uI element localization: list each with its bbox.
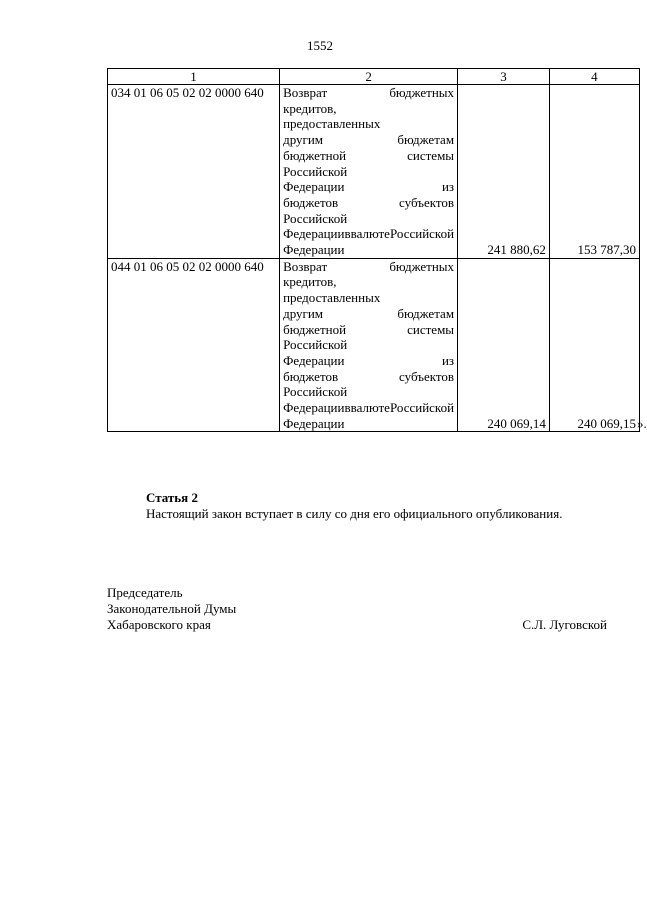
- amount-cell-col3: 240 069,14: [458, 258, 550, 432]
- table-header-row: [108, 69, 640, 85]
- description-line: предоставленных: [283, 290, 381, 306]
- description-line: другим бюджетам: [283, 132, 455, 148]
- budget-code-cell: 044 01 06 05 02 02 0000 640: [108, 258, 280, 432]
- description-cell: [280, 258, 458, 432]
- article-title: Статья 2: [146, 490, 198, 505]
- table-row: [108, 85, 640, 259]
- signatory-title-line: Хабаровского края: [107, 617, 211, 632]
- budget-code-cell: 034 01 06 05 02 02 0000 640: [108, 85, 280, 259]
- description-line: бюджетной системы: [283, 147, 455, 163]
- description-line: кредитов,: [283, 100, 337, 116]
- signatory-name: С.Л. Луговской: [522, 617, 607, 632]
- amount-cell-col3: 241 880,62: [458, 85, 550, 259]
- description-line: Федерации: [283, 415, 345, 431]
- description-line: Российской: [283, 210, 348, 226]
- description-line: бюджетной системы: [283, 321, 455, 337]
- column-header: 3: [458, 69, 550, 85]
- description-line: другим бюджетам: [283, 305, 455, 321]
- article-text: Настоящий закон вступает в силу со дня его официального опубликования.: [146, 506, 563, 521]
- closing-quote-mark: ».: [637, 415, 647, 431]
- description-line: Российской: [283, 163, 348, 179]
- description-line: Возврат бюджетных: [283, 85, 455, 100]
- description-line: Федерации в валюте Российской: [283, 400, 455, 416]
- signatory-title-line: Председатель: [107, 585, 183, 600]
- column-header: 4: [549, 69, 639, 85]
- table-row: [108, 258, 640, 432]
- amount-cell-col4: 153 787,30: [549, 85, 639, 259]
- column-header: 1: [108, 69, 280, 85]
- page-number: 1552: [307, 38, 333, 53]
- description-line: Российской: [283, 337, 348, 353]
- description-line: Федерации из: [283, 179, 455, 195]
- description-line: Возврат бюджетных: [283, 258, 455, 274]
- column-header: 2: [280, 69, 458, 85]
- amount-cell-col4: [549, 258, 647, 432]
- description-line: кредитов,: [283, 274, 337, 290]
- description-line: Федерации в валюте Российской: [283, 226, 455, 242]
- description-line: бюджетов субъектов: [283, 368, 455, 384]
- signature-block: [107, 585, 607, 633]
- signatory-title-line: Законодательной Думы: [107, 601, 237, 616]
- amount-value: 240 069,15: [577, 415, 636, 431]
- budget-table: [107, 68, 647, 432]
- description-line: Федерации из: [283, 352, 455, 368]
- description-line: Федерации: [283, 242, 345, 258]
- description-line: Российской: [283, 384, 348, 400]
- description-line: предоставленных: [283, 116, 381, 132]
- article-2: [146, 490, 562, 522]
- description-line: бюджетов субъектов: [283, 194, 455, 210]
- description-cell: [280, 85, 458, 259]
